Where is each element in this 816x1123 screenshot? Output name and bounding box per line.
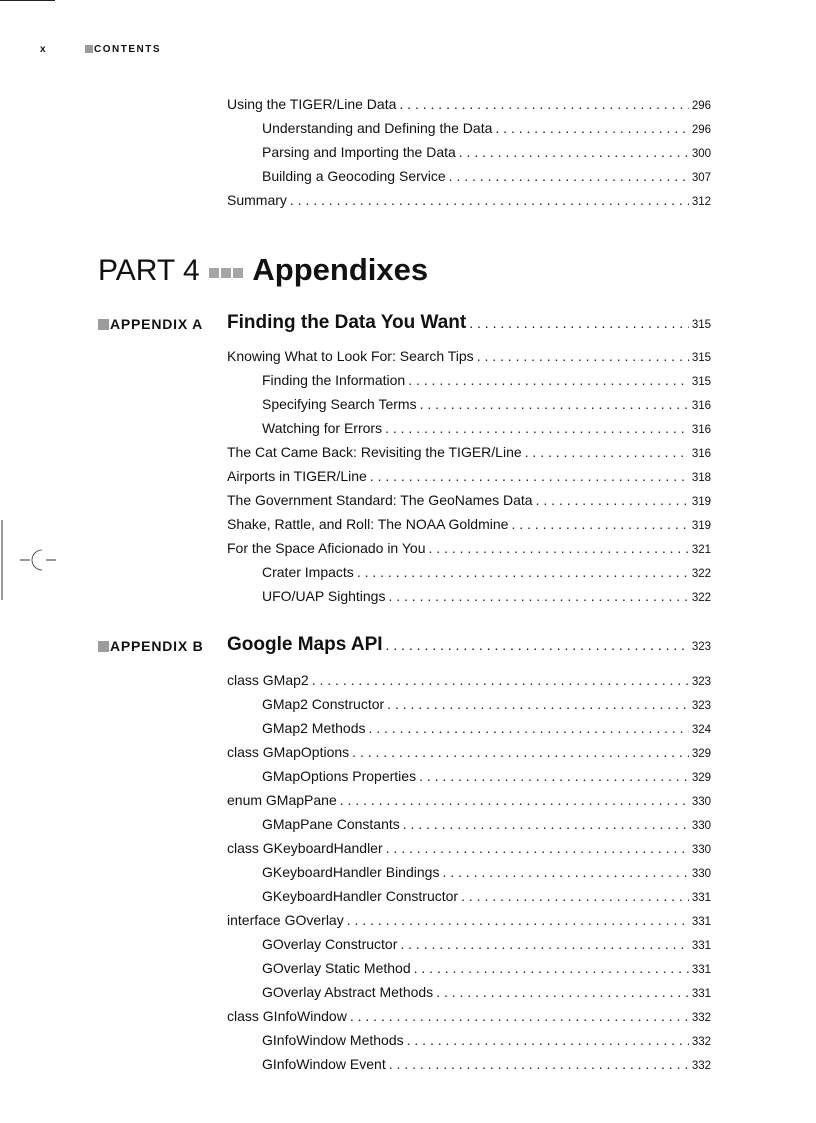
toc-entry[interactable] [227,588,711,612]
toc-entry-page: 331 [691,964,711,976]
running-head [40,44,161,55]
toc-entry[interactable] [227,1008,711,1032]
square-bullet-icon [85,45,93,53]
dot-leader [428,540,688,556]
appendix-a-title: Finding the Data You Want [227,312,467,333]
toc-entry[interactable] [227,168,711,192]
square-bullet-icon [98,641,109,652]
toc-entry-page: 332 [691,1036,711,1048]
dot-leader [387,696,689,712]
toc-entry[interactable] [227,816,711,840]
toc-entry-title: Airports in TIGER/Line [227,468,367,484]
toc-entry[interactable] [227,468,711,492]
toc-entry[interactable] [227,720,711,744]
dot-leader [385,420,689,436]
toc-entry-page: 331 [691,940,711,952]
dot-leader [414,960,689,976]
toc-entry-page: 330 [691,820,711,832]
toc-entry-title: enum GMapPane [227,792,337,808]
toc-entry-title: GKeyboardHandler Constructor [262,888,459,904]
toc-entry-page: 330 [691,844,711,856]
dot-leader [407,1032,689,1048]
toc-entry-title: GKeyboardHandler Bindings [262,864,440,880]
dot-leader [290,192,689,208]
dot-leader [369,720,689,736]
appendix-b-title: Google Maps API [227,634,383,655]
toc-entry-title: Crater Impacts [262,564,354,580]
toc-entry[interactable] [227,960,711,984]
dot-leader [461,888,689,904]
dot-leader [400,936,688,952]
toc-entry-page: 315 [691,352,711,364]
dot-leader [399,96,688,112]
part-title: Appendixes [252,252,429,287]
dot-leader [388,588,688,604]
toc-entry[interactable] [227,888,711,912]
toc-entry[interactable] [227,936,711,960]
part-ornament-icon [208,254,244,287]
toc-entry[interactable] [227,864,711,888]
toc-entry[interactable] [227,396,711,420]
toc-entry-page: 330 [691,868,711,880]
toc-entry-page: 323 [691,676,711,688]
toc-entry-title: GInfoWindow Methods [262,1032,404,1048]
appendix-a-page: 315 [691,319,711,331]
toc-entry[interactable] [227,768,711,792]
part-label: PART 4 [98,254,200,287]
toc-entry[interactable] [227,1032,711,1056]
toc-entry[interactable] [227,96,711,120]
toc-entry-page: 316 [691,424,711,436]
toc-entry-page: 319 [691,496,711,508]
toc-entry-title: GMap2 Constructor [262,696,385,712]
toc-entry-page: 300 [691,148,711,160]
dot-leader [459,144,689,160]
toc-entry-title: Parsing and Importing the Data [262,144,456,160]
toc-entry-title: class GMap2 [227,672,309,688]
square-bullet-icon [98,319,109,330]
toc-entry-page: 312 [691,196,711,208]
toc-entry-title: GMap2 Methods [262,720,366,736]
dot-leader [389,1056,689,1072]
toc-entry-page: 316 [691,448,711,460]
toc-entry[interactable] [227,540,711,564]
toc-entry-title: Finding the Information [262,372,406,388]
toc-entry-page: 331 [691,892,711,904]
dot-leader [449,168,689,184]
toc-entry-title: class GMapOptions [227,744,350,760]
toc-entry-title: GInfoWindow Event [262,1056,386,1072]
page-number: x [40,44,48,55]
toc-entry-title: Specifying Search Terms [262,396,417,412]
toc-entry[interactable] [227,696,711,720]
toc-entry-title: Using the TIGER/Line Data [227,96,397,112]
toc-entry[interactable] [227,516,711,540]
dot-leader [370,468,689,484]
dot-leader [469,315,689,331]
corner-rule [0,0,55,1]
toc-entry[interactable] [227,372,711,396]
toc-entry-page: 318 [691,472,711,484]
dot-leader [408,372,689,388]
toc-entry[interactable] [227,912,711,936]
toc-entry-title: class GInfoWindow [227,1008,347,1024]
toc-entry-title: For the Space Aficionado in You [227,540,426,556]
toc-entry-title: GOverlay Static Method [262,960,411,976]
crop-mark-icon [0,520,60,600]
toc-entry[interactable] [227,120,711,144]
toc-entry[interactable] [227,672,711,696]
toc-entry[interactable] [227,744,711,768]
toc-entry-title: Knowing What to Look For: Search Tips [227,348,474,364]
toc-entry[interactable] [227,348,711,372]
toc-entry-title: interface GOverlay [227,912,344,928]
toc-entry[interactable] [227,420,711,444]
toc-entry[interactable] [227,564,711,588]
toc-entry[interactable] [227,444,711,468]
dot-leader [419,768,689,784]
toc-entry-page: 332 [691,1012,711,1024]
toc-entry[interactable] [227,792,711,816]
toc-entry-page: 329 [691,748,711,760]
toc-entry-page: 322 [691,592,711,604]
toc-entry-page: 329 [691,772,711,784]
toc-entry-title: GOverlay Constructor [262,936,398,952]
toc-entry-title: Summary [227,192,287,208]
dot-leader [420,396,689,412]
section-title: CONTENTS [94,44,161,55]
toc-entry-title: Understanding and Defining the Data [262,120,493,136]
toc-entry[interactable] [227,1056,711,1080]
toc-entry-page: 322 [691,568,711,580]
toc-entry[interactable] [227,144,711,168]
dot-leader [403,816,689,832]
toc-entry-page: 315 [691,376,711,388]
appendix-b-list [227,672,711,1080]
toc-entry-page: 296 [691,100,711,112]
appendix-a-title-row[interactable] [227,312,711,334]
toc-entry-page: 321 [691,544,711,556]
toc-entry-page: 296 [691,124,711,136]
dot-leader [386,840,689,856]
toc-entry[interactable] [227,192,711,216]
dot-leader [352,744,689,760]
appendix-a-list [227,348,711,612]
dot-leader [442,864,688,880]
toc-entry-page: 316 [691,400,711,412]
dot-leader [386,637,689,653]
toc-top-list [227,96,711,216]
dot-leader [511,516,688,532]
toc-entry[interactable] [227,984,711,1008]
toc-entry-title: GMapPane Constants [262,816,400,832]
toc-entry-title: GMapOptions Properties [262,768,417,784]
toc-entry-title: UFO/UAP Sightings [262,588,386,604]
toc-entry-title: Building a Geocoding Service [262,168,446,184]
appendix-b-label [98,638,204,654]
appendix-b-title-row[interactable] [227,634,711,656]
dot-leader [436,984,689,1000]
toc-entry-page: 323 [691,700,711,712]
dot-leader [347,912,689,928]
dot-leader [495,120,688,136]
appendix-a-label-text: APPENDIX A [110,316,204,332]
dot-leader [357,564,689,580]
toc-entry-title: GOverlay Abstract Methods [262,984,434,1000]
toc-entry-page: 330 [691,796,711,808]
dot-leader [525,444,689,460]
toc-entry-page: 324 [691,724,711,736]
toc-entry-page: 319 [691,520,711,532]
toc-entry-page: 332 [691,1060,711,1072]
appendix-b-page: 323 [691,641,711,653]
toc-entry-title: The Government Standard: The GeoNames Data [227,492,533,508]
dot-leader [350,1008,689,1024]
toc-entry[interactable] [227,840,711,864]
dot-leader [477,348,689,364]
toc-entry-page: 331 [691,988,711,1000]
toc-entry[interactable] [227,492,711,516]
toc-entry-title: Watching for Errors [262,420,383,436]
toc-entry-page: 307 [691,172,711,184]
toc-entry-title: Shake, Rattle, and Roll: The NOAA Goldmine [227,516,509,532]
dot-leader [340,792,689,808]
appendix-a-label [98,316,203,332]
dot-leader [536,492,689,508]
dot-leader [312,672,689,688]
part-heading [98,252,428,288]
toc-entry-title: The Cat Came Back: Revisiting the TIGER/Line [227,444,522,460]
appendix-b-label-text: APPENDIX B [110,638,204,654]
toc-entry-page: 331 [691,916,711,928]
toc-entry-title: class GKeyboardHandler [227,840,383,856]
